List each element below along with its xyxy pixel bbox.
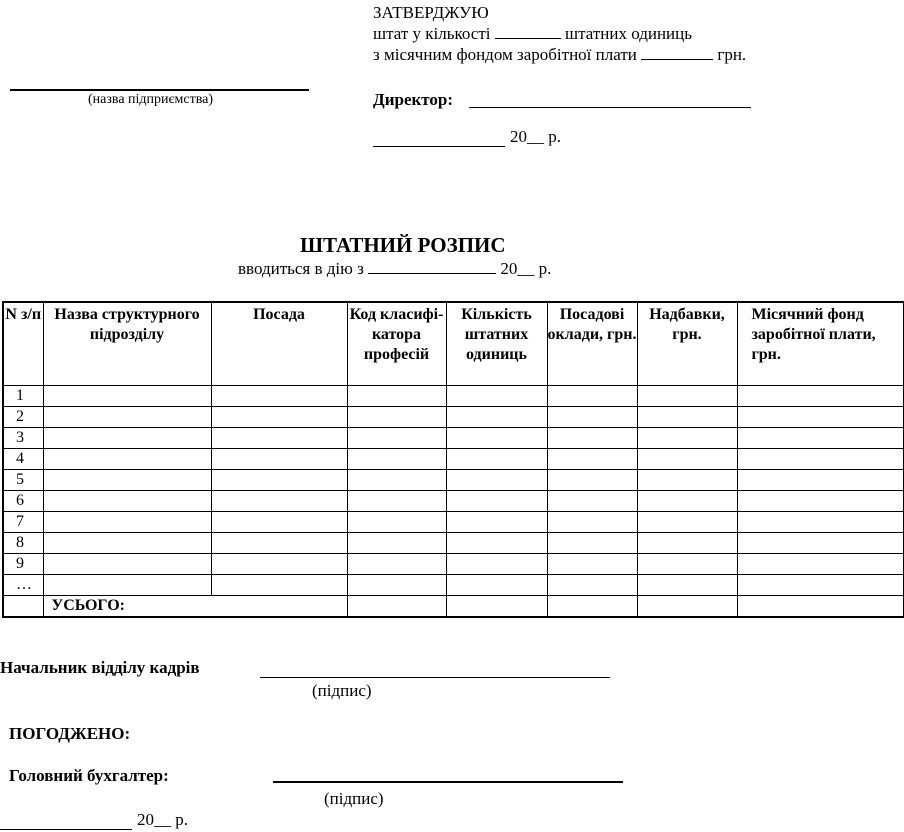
total-row — [3, 596, 903, 618]
table-cell[interactable] — [637, 386, 737, 407]
table-cell[interactable] — [347, 596, 446, 618]
table-cell[interactable] — [211, 554, 347, 575]
table-cell[interactable] — [43, 428, 211, 449]
table-cell[interactable] — [347, 407, 446, 428]
table-row — [3, 491, 903, 512]
table-cell[interactable] — [446, 575, 547, 596]
row-number: 6 — [3, 491, 43, 512]
fund-suffix: грн. — [717, 45, 747, 64]
effective-date-blank[interactable] — [368, 273, 496, 274]
table-row — [3, 449, 903, 470]
table-cell[interactable] — [737, 512, 903, 533]
table-cell[interactable] — [347, 554, 446, 575]
table-cell[interactable] — [547, 596, 637, 618]
table-cell[interactable] — [43, 491, 211, 512]
col-header-number: N з/п — [3, 302, 43, 386]
row-number: 7 — [3, 512, 43, 533]
table-cell[interactable] — [211, 470, 347, 491]
table-cell[interactable] — [737, 386, 903, 407]
table-cell[interactable] — [347, 575, 446, 596]
director-label: Директор: — [373, 90, 454, 109]
table-cell[interactable] — [43, 449, 211, 470]
table-cell[interactable] — [347, 449, 446, 470]
table-cell[interactable] — [547, 554, 637, 575]
effective-date-prefix: вводиться в дію з — [238, 259, 364, 278]
table-cell[interactable] — [547, 407, 637, 428]
hr-signature-line[interactable] — [260, 677, 610, 678]
table-cell[interactable] — [737, 407, 903, 428]
table-cell[interactable] — [446, 449, 547, 470]
table-cell[interactable] — [446, 554, 547, 575]
table-cell[interactable] — [211, 491, 347, 512]
accountant-signature-caption: (підпис) — [324, 789, 384, 808]
fund-prefix: з місячним фондом заробітної плати — [373, 45, 637, 64]
table-cell[interactable] — [43, 470, 211, 491]
table-cell[interactable] — [446, 470, 547, 491]
table-cell[interactable] — [547, 512, 637, 533]
table-header-row — [3, 302, 903, 386]
table-cell[interactable] — [547, 575, 637, 596]
table-cell[interactable] — [446, 533, 547, 554]
table-cell[interactable] — [347, 470, 446, 491]
table-cell[interactable] — [637, 512, 737, 533]
table-cell[interactable] — [211, 575, 347, 596]
table-cell[interactable] — [347, 386, 446, 407]
table-cell[interactable] — [547, 470, 637, 491]
table-cell[interactable] — [211, 512, 347, 533]
approval-title: ЗАТВЕРДЖУЮ — [373, 3, 489, 22]
staff-count-suffix: штатних одиниць — [565, 24, 693, 43]
table-cell[interactable] — [446, 428, 547, 449]
col-header-salary: Посадові оклади, грн. — [547, 302, 637, 386]
col-header-profession-code: Код класифі- катора професій — [347, 302, 446, 386]
table-cell[interactable] — [737, 554, 903, 575]
table-cell[interactable] — [737, 428, 903, 449]
row-number: … — [3, 575, 43, 596]
table-cell[interactable] — [637, 407, 737, 428]
accountant-label: Головний бухгалтер: — [9, 766, 169, 785]
table-row — [3, 470, 903, 491]
table-cell[interactable] — [347, 428, 446, 449]
table-cell[interactable] — [737, 449, 903, 470]
table-cell[interactable] — [737, 596, 903, 618]
table-cell[interactable] — [637, 554, 737, 575]
table-cell[interactable] — [211, 407, 347, 428]
table-cell[interactable] — [43, 386, 211, 407]
row-number: 2 — [3, 407, 43, 428]
row-number: 8 — [3, 533, 43, 554]
total-label: УСЬОГО: — [51, 597, 125, 614]
effective-date-line — [238, 259, 551, 279]
table-row — [3, 533, 903, 554]
table-cell[interactable] — [547, 491, 637, 512]
accountant-signature-line[interactable] — [273, 781, 623, 783]
approval-date-year: 20__ р. — [510, 127, 561, 146]
fund-blank[interactable] — [641, 59, 713, 60]
row-number: 5 — [3, 470, 43, 491]
agreed-label: ПОГОДЖЕНО: — [9, 724, 131, 743]
table-cell[interactable] — [43, 554, 211, 575]
col-header-position: Посада — [211, 302, 347, 386]
table-cell[interactable] — [547, 449, 637, 470]
table-cell[interactable] — [347, 491, 446, 512]
col-header-monthly-fund: Місячний фонд заробітної плати, грн. — [737, 302, 903, 386]
table-cell[interactable] — [637, 428, 737, 449]
table-cell[interactable] — [446, 386, 547, 407]
table-cell[interactable] — [211, 386, 347, 407]
bottom-date-year: 20__ р. — [137, 810, 188, 829]
table-cell[interactable] — [547, 386, 637, 407]
table-row — [3, 554, 903, 575]
total-label-cell — [43, 596, 347, 618]
table-cell[interactable] — [347, 533, 446, 554]
bottom-date-line[interactable] — [0, 829, 132, 830]
table-cell[interactable] — [637, 470, 737, 491]
fund-line — [373, 45, 746, 65]
table-cell[interactable] — [737, 533, 903, 554]
table-cell[interactable] — [637, 575, 737, 596]
col-header-staff-units: Кількість штатних одиниць — [446, 302, 547, 386]
col-header-allowances: Надбавки, грн. — [637, 302, 737, 386]
table-cell[interactable] — [446, 491, 547, 512]
effective-date-suffix: 20__ р. — [500, 259, 552, 278]
table-cell[interactable] — [637, 596, 737, 618]
row-number: 1 — [3, 386, 43, 407]
table-row — [3, 428, 903, 449]
table-cell[interactable] — [637, 533, 737, 554]
table-cell[interactable] — [446, 596, 547, 618]
total-number-cell — [3, 596, 43, 618]
approval-date-line[interactable] — [373, 146, 505, 147]
page-title: ШТАТНИЙ РОЗПИС — [300, 233, 506, 257]
hr-head-label: Начальник відділу кадрів — [0, 658, 200, 677]
table-row — [3, 575, 903, 596]
staff-count-prefix: штат у кількості — [373, 24, 491, 43]
enterprise-caption: (назва підприємства) — [88, 92, 214, 107]
table-cell[interactable] — [446, 512, 547, 533]
table-row — [3, 512, 903, 533]
staff-table — [2, 301, 904, 618]
table-row — [3, 386, 903, 407]
table-cell[interactable] — [211, 428, 347, 449]
table-cell[interactable] — [446, 407, 547, 428]
table-cell[interactable] — [43, 407, 211, 428]
table-cell[interactable] — [43, 512, 211, 533]
director-signature-line[interactable] — [469, 107, 751, 108]
table-cell[interactable] — [43, 575, 211, 596]
row-number: 9 — [3, 554, 43, 575]
table-cell[interactable] — [737, 491, 903, 512]
hr-signature-caption: (підпис) — [312, 681, 372, 700]
table-cell[interactable] — [637, 491, 737, 512]
table-cell[interactable] — [43, 533, 211, 554]
col-header-department: Назва структурного підрозділу — [43, 302, 211, 386]
enterprise-name-line[interactable] — [10, 89, 309, 91]
table-cell[interactable] — [637, 449, 737, 470]
row-number: 3 — [3, 428, 43, 449]
table-cell[interactable] — [547, 428, 637, 449]
table-cell[interactable] — [211, 533, 347, 554]
table-cell[interactable] — [737, 470, 903, 491]
staff-count-blank[interactable] — [495, 38, 561, 39]
table-cell[interactable] — [347, 512, 446, 533]
row-number: 4 — [3, 449, 43, 470]
staff-count-line — [373, 24, 692, 44]
table-cell[interactable] — [737, 575, 903, 596]
table-cell[interactable] — [547, 533, 637, 554]
table-cell[interactable] — [211, 449, 347, 470]
table-row — [3, 407, 903, 428]
